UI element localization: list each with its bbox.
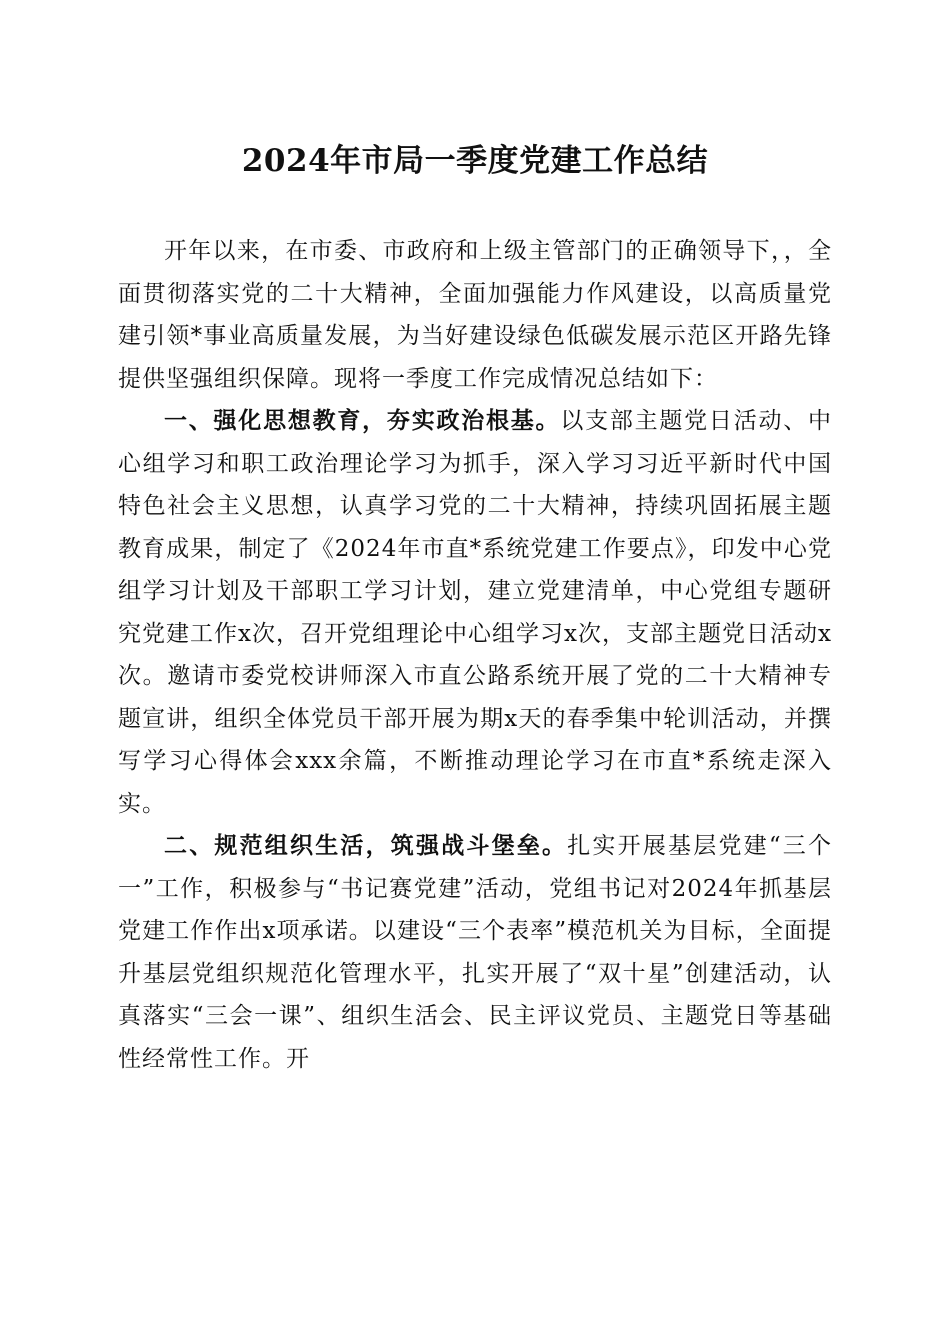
intro-paragraph (118, 230, 832, 400)
section-heading: 一、强化思想教育，夯实政治根基。 (164, 408, 561, 434)
section-one-paragraph (118, 400, 832, 825)
document-title: 2024年市局一季度党建工作总结 (241, 143, 709, 179)
paragraph-text: 开年以来，在市委、市政府和上级主管部门的正确领导下，，全面贯彻落实党的二十大精神，全面加强能力作风建设，以高质量党建引领*事业高质量发展，为当好建设绿色低碳发展示范区开路先锋提供坚强组织保障。现将一季度工作完成情况总结如下： (118, 238, 832, 392)
document-body (118, 230, 832, 1080)
paragraph-text: 以支部主题党日活动、中心组学习和职工政治理论学习为抓手，深入学习习近平新时代中国特色社会主义思想，认真学习党的二十大精神，持续巩固拓展主题教育成果，制定了《2024年市直*系统党建工作要点》，印发中心党组学习计划及干部职工学习计划，建立党建清单，中心党组专题研究党建工作x次，召开党组理论中心组学习x次，支部主题党日活动x次。邀请市委党校讲师深入市直公路系统开展了党的二十大精神专题宣讲，组织全体党员干部开展为期x天的春季集中轮训活动，并撰写学习心得体会xxx余篇，不断推动理论学习在市直*系统走深入实。 (118, 408, 833, 817)
section-two-paragraph (118, 825, 832, 1080)
paragraph-text: 扎实开展基层党建“三个一”工作，积极参与“书记赛党建”活动，党组书记对2024年抓基层党建工作作出x项承诺。以建设“三个表率”模范机关为目标，全面提升基层党组织规范化管理水平，扎实开展了“双十星”创建活动，认真落实“三会一课”、组织生活会、民主评议党员、主题党日等基础性经常性工作。开 (118, 833, 833, 1072)
document-page (118, 0, 832, 1344)
section-heading: 二、规范组织生活，筑强战斗堡垒。 (164, 833, 568, 859)
